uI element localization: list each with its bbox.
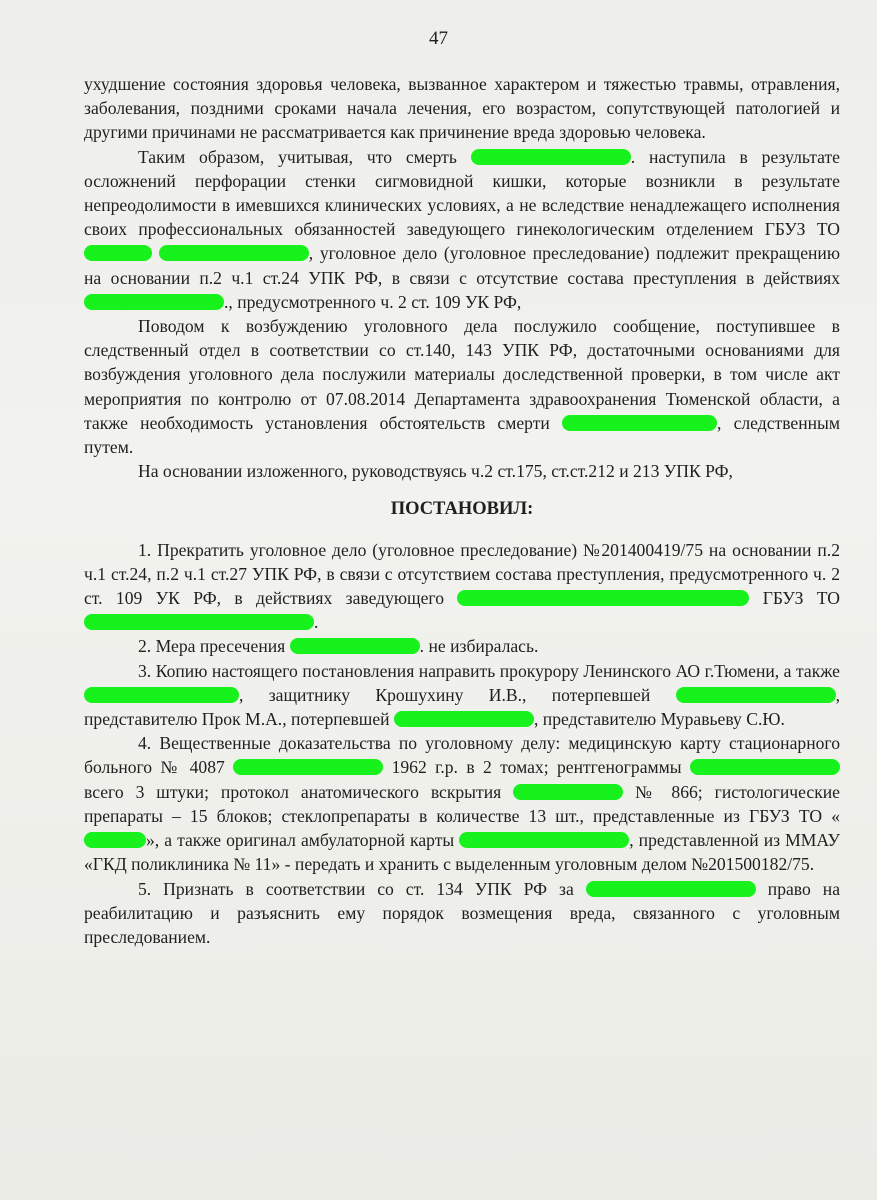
redaction-mark [84,614,314,630]
redaction-mark [676,687,836,703]
paragraph-conclusion: Таким образом, учитывая, что смерть . наступила в результате осложнений перфорации стенки сигмовидной кишки, которые возникли в результате непреодолимости в имевшихся клинических условиях, а не вследствие ненадлежащего исполнения своих профессиональных обязанностей заведующего гинекологическим отделением ГБУЗ ТО , уголовное дело (уголовное преследование) подлежит прекращению на основании п.2 ч.1 ст.24 УПК РФ, в связи с отсутствие состава преступления в действиях ., предусмотренного ч. 2 ст. 109 УК РФ, [84,146,840,312]
redaction-mark [84,832,146,848]
redaction-mark [84,294,224,310]
resolution-item-1: 1. Прекратить уголовное дело (уголовное преследование) №201400419/75 на основании п.2 ч.1 ст.24, п.2 ч.1 ст.27 УПК РФ, в связи с отсутствием состава преступления, предусмотренного ч. 2 ст. 109 УК РФ, в действиях заведующего ГБУЗ ТО . [84,539,840,633]
page-number: 47 [429,28,448,49]
redaction-mark [84,245,152,261]
resolution-item-5: 5. Признать в соответствии со ст. 134 УПК РФ за право на реабилитацию и разъяснить ему порядок возмещения вреда, связанного с уголовным преследованием. [84,878,840,947]
redaction-mark [562,415,717,431]
redaction-mark [84,687,239,703]
resolution-item-4: 4. Вещественные доказательства по уголовному делу: медицинскую карту стационарного больного № 4087 1962 г.р. в 2 томах; рентгенограммы всего 3 штуки; протокол анатомического вскрытия № 866; гистологические препараты – 15 блоков; стеклопрепараты в количестве 13 шт., представленные из ГБУЗ ТО «», а также оригинал амбулаторной карты , представленной из ММАУ «ГКД поликлиника № 11» - передать и хранить с выделенным уголовным делом №201500182/75. [84,733,840,875]
document-body [84,72,840,949]
redaction-mark [233,759,383,775]
resolution-heading: ПОСТАНОВИЛ: [390,499,534,520]
redaction-mark [459,832,629,848]
redaction-mark [690,759,840,775]
redaction-mark [394,711,534,727]
redaction-mark [586,881,756,897]
resolution-item-2: 2. Мера пресечения . не избиралась. [138,636,539,657]
paragraph-grounds: Поводом к возбуждению уголовного дела послужило сообщение, поступившее в следственный отдел в соответствии со ст.140, 143 УПК РФ, достаточными основаниями для возбуждения уголовного дела послужили материалы доследственной проверки, в том числе акт мероприятия по контролю от 07.08.2014 Департамента здравоохранения Тюменской области, а также необходимость установления обстоятельств смерти , следственным путем. [84,316,840,458]
paragraph-legal-basis: На основании изложенного, руководствуясь ч.2 ст.175, ст.ст.212 и 213 УПК РФ, [138,461,733,482]
resolution-item-3: 3. Копию настоящего постановления направить прокурору Ленинского АО г.Тюмени, а также , защитнику Крошухину И.В., потерпевшей , представителю Прок М.А., потерпевшей , представителю Муравьеву С.Ю. [84,660,840,730]
redaction-mark [457,590,749,606]
redaction-mark [290,638,420,654]
redaction-mark [159,245,309,261]
redaction-mark [513,784,623,800]
redaction-mark [471,149,631,165]
paragraph-health-deterioration: ухудшение состояния здоровья человека, вызванное характером и тяжестью травмы, отравления, заболевания, поздними сроками начала лечения, его возрастом, сопутствующей патологией и другими причинами не рассматривается как причинение вреда здоровью человека. [84,74,840,143]
